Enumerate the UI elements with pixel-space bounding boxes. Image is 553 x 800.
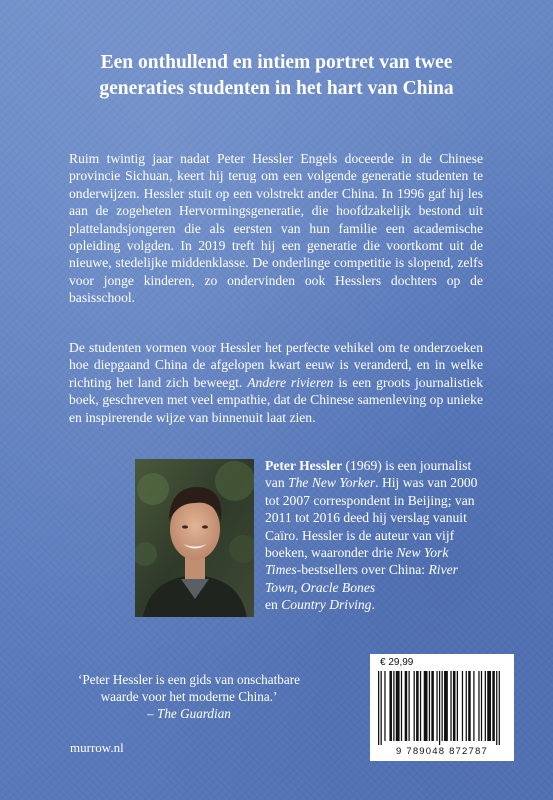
barcode-bar	[424, 671, 428, 741]
barcode-bar	[393, 671, 394, 741]
barcode-bar	[408, 671, 409, 741]
book-title-river-town: River Town	[265, 562, 458, 595]
barcode-bar	[496, 671, 497, 745]
barcode-bar	[442, 671, 443, 741]
barcode-bar	[429, 671, 430, 741]
barcode-bar	[453, 671, 456, 741]
blurb-paragraph-2	[69, 339, 483, 426]
barcode-bar	[416, 671, 419, 741]
barcode-bar	[466, 671, 467, 741]
publisher-website: murrow.nl	[70, 740, 124, 755]
barcode-bar	[389, 671, 392, 741]
barcode-bar	[457, 671, 458, 741]
barcode-bar	[378, 671, 379, 745]
blurb-paragraph-1: Ruim twintig jaar nadat Peter Hessler Engels doceerde in de Chinese provincie Sichuan, keert hij terug om een volgende generatie studenten te onderwijzen. Hessler stuit op een volstrekt ander China. In 1996 gaf hij les aan de zogeheten Hervormingsgeneratie, die hoofdzakelijk bestond uit plattelandsjongeren die als eersten van hun familie een academische opleiding volgden. In 2019 treft hij een generatie die voortkomt uit de nieuwe, stedelijke middenklasse. De onderlinge competitie is slopend, zelfs voor jonge kinderen, zo ondervinden ook Hesslers dochters op de basisschool.	[69, 151, 483, 306]
review-quote	[44, 671, 334, 722]
newspaper-title: New York Times	[265, 545, 449, 578]
barcode-bar	[420, 671, 421, 741]
bio-end: .	[371, 597, 375, 613]
bio-text: . Hij was van 2000 tot 2007 correspondent in Beijing; van 2011 tot 2016 deed hij verslag vanuit Caïro. Hessler is de auteur van vijf boeken, waaronder drie	[265, 475, 478, 561]
author-photo	[135, 459, 254, 617]
magazine-title: The New Yorker	[288, 475, 376, 491]
barcode-bar	[481, 671, 482, 741]
headline-line-2: generaties studenten in het hart van China	[99, 78, 454, 99]
barcode-bar	[499, 671, 500, 745]
book-title-country-driving: Country Driving	[281, 597, 372, 613]
barcode-bar	[485, 671, 486, 741]
barcode-bar	[444, 671, 448, 741]
barcode-bar	[492, 671, 495, 741]
barcode-image	[378, 671, 506, 745]
book-title-oracle-bones: Oracle Bones	[300, 579, 376, 595]
bio-text: (1969) is een journalist van	[265, 458, 472, 491]
author-bio	[265, 457, 485, 614]
barcode-bar	[396, 671, 400, 741]
quote-source: The Guardian	[157, 706, 231, 721]
barcode-bar	[468, 671, 471, 741]
bio-separator: en	[265, 597, 282, 613]
barcode-bar	[462, 671, 463, 741]
barcode-bar	[436, 671, 437, 741]
barcode-bar	[384, 671, 385, 741]
barcode-bar	[478, 671, 479, 741]
barcode-bar	[439, 671, 440, 745]
headline-line-1: Een onthullend en intiem portret van twee	[100, 52, 453, 73]
price-label: € 29,99	[380, 657, 414, 668]
quote-line-2: waarde voor het moderne China.’	[100, 689, 278, 704]
quote-line-1: ‘Peter Hessler is een gids van onschatbare	[78, 672, 300, 687]
author-name: Peter Hessler	[265, 458, 343, 473]
quote-dash: –	[147, 706, 157, 721]
barcode-bar	[405, 671, 408, 741]
barcode-box	[370, 654, 514, 761]
book-title: Andere rivieren	[247, 374, 334, 390]
barcode-bar	[381, 671, 382, 745]
barcode-bar	[401, 671, 402, 741]
blurb-paragraph-2-rest: is een groots journalistiek boek, geschreven met veel empathie, dat de Chinese samenleving op unieke en inspirerende wijze van binnenuit laat zien.	[69, 374, 483, 425]
headline	[40, 50, 513, 102]
blurb-paragraph-2-intro: De studenten vormen voor Hessler het perfecte vehikel om te onderzoeken hoe diepgaand China de afgelopen kwart eeuw is veranderd, en in welke richting het land zich beweegt.	[69, 340, 483, 390]
bio-separator: ,	[293, 579, 301, 595]
barcode-bar	[414, 671, 415, 741]
barcode-bar	[473, 671, 474, 741]
bio-text: -bestsellers over China:	[296, 562, 429, 578]
barcode-bar	[487, 671, 491, 741]
barcode-bar	[431, 671, 434, 741]
isbn-number: 9 789048 872787	[396, 746, 488, 757]
barcode-bar	[450, 671, 451, 741]
